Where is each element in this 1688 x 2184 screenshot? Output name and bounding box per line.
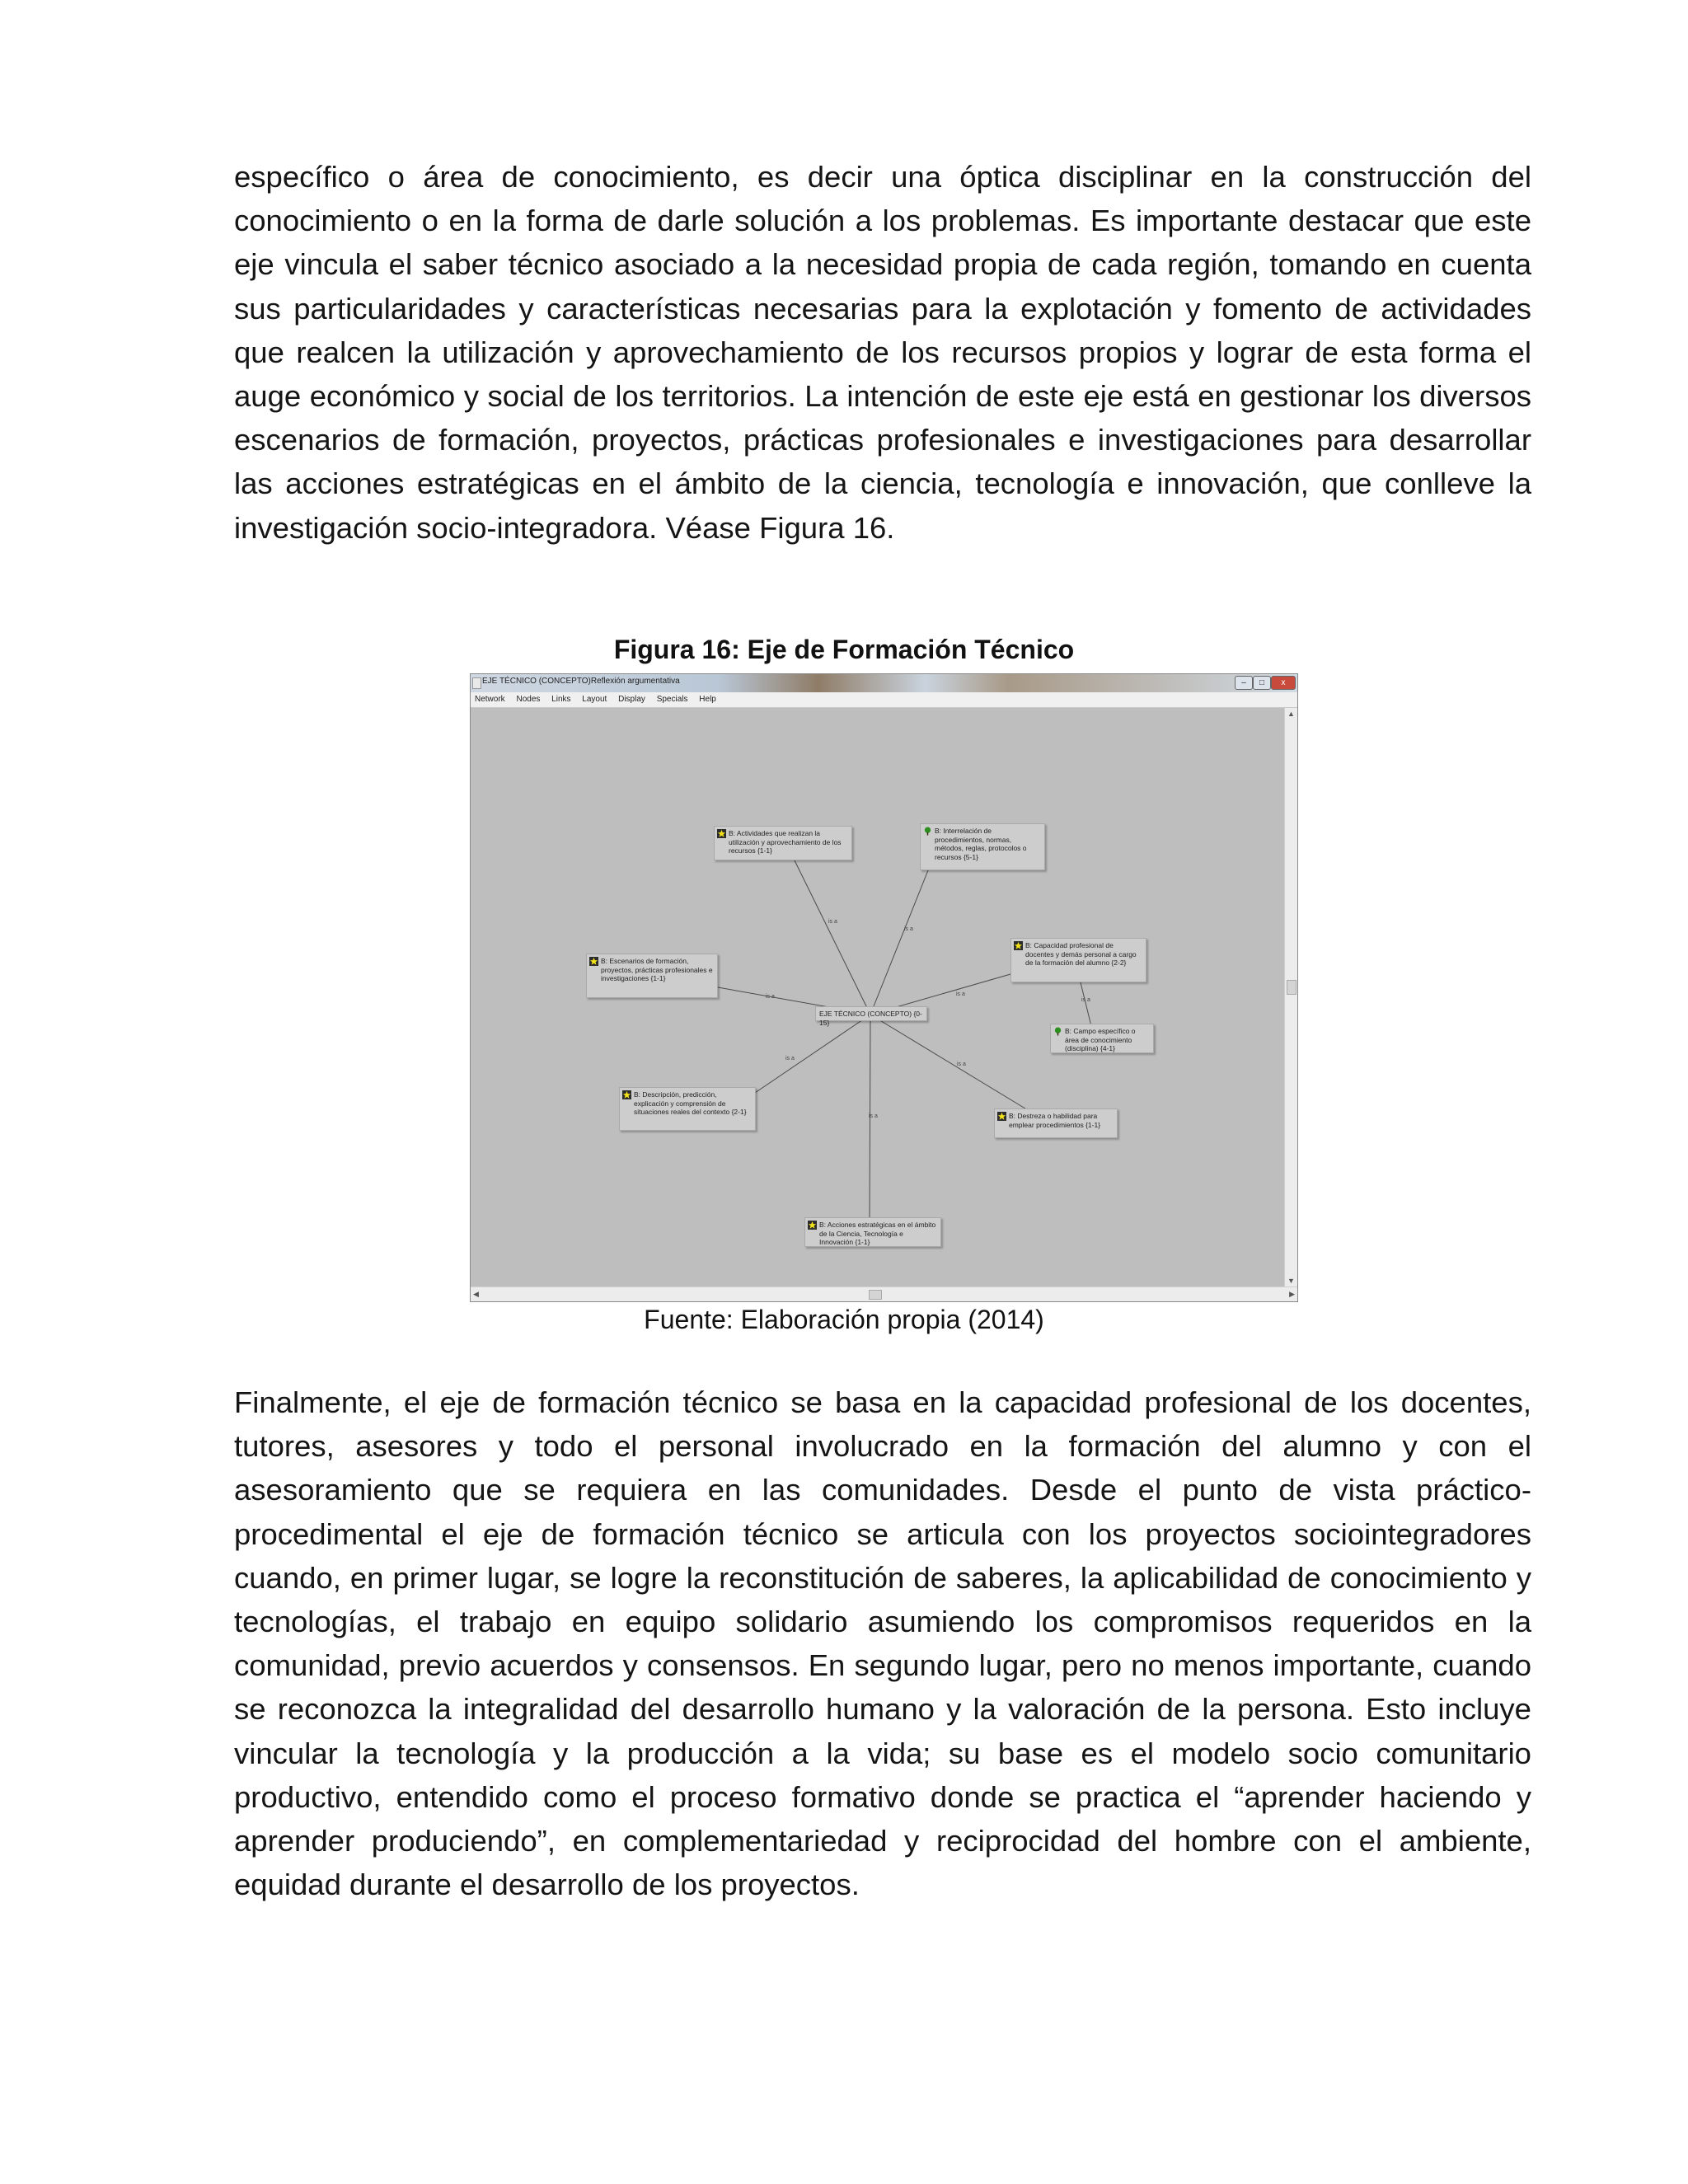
network-node-4[interactable] xyxy=(1010,938,1146,982)
menu-display[interactable]: Display xyxy=(618,695,645,704)
window-title: EJE TÉCNICO (CONCEPTO)Reflexión argumentativa xyxy=(482,677,680,686)
link-label-7: is a xyxy=(957,1062,966,1067)
node-label: B: Descripción, predicción, explicación y comprensión de situaciones reales del contexto {2-1} xyxy=(634,1090,747,1116)
link-line-2 xyxy=(870,870,928,1015)
node-label: B: Destreza o habilidad para emplear procedimientos {1-1} xyxy=(1009,1112,1101,1129)
link-line-1 xyxy=(795,860,870,1015)
link-label-5: is a xyxy=(1081,997,1090,1003)
tree-icon xyxy=(1053,1027,1062,1036)
network-canvas[interactable] xyxy=(471,708,1284,1286)
node-label: B: Escenarios de formación, proyectos, prácticas profesionales e investigaciones {1-1} xyxy=(601,957,713,982)
vertical-scrollbar[interactable] xyxy=(1284,708,1298,1286)
scroll-left-icon[interactable]: ◀ xyxy=(473,1290,479,1298)
scroll-right-icon[interactable]: ▶ xyxy=(1289,1290,1295,1298)
app-icon xyxy=(472,677,481,689)
star-icon xyxy=(997,1112,1006,1121)
menu-nodes[interactable]: Nodes xyxy=(516,695,541,704)
maximize-button[interactable]: □ xyxy=(1253,676,1271,690)
horizontal-scroll-thumb[interactable] xyxy=(869,1290,882,1300)
network-node-5[interactable] xyxy=(1050,1024,1154,1053)
node-label: B: Capacidad profesional de docentes y demás personal a cargo de la formación del alumno {2-2} xyxy=(1025,941,1137,967)
figure-source: Fuente: Elaboración propia (2014) xyxy=(644,1305,1044,1334)
star-icon xyxy=(622,1090,631,1099)
network-node-2[interactable] xyxy=(920,823,1045,870)
node-label: B: Campo específico o área de conocimiento (disciplina) {4-1} xyxy=(1065,1027,1136,1052)
menu-help[interactable]: Help xyxy=(699,695,716,704)
link-label-4: is a xyxy=(956,991,965,997)
node-label: B: Actividades que realizan la utilización y aprovechamiento de los recursos {1-1} xyxy=(729,829,842,855)
menu-specials[interactable]: Specials xyxy=(656,695,688,704)
close-button[interactable]: x xyxy=(1271,676,1296,690)
link-label-8: is a xyxy=(869,1113,878,1119)
scroll-up-icon[interactable]: ▲ xyxy=(1287,710,1295,718)
link-line-7 xyxy=(870,1015,1036,1115)
figure-caption: Figura 16: Eje de Formación Técnico xyxy=(613,635,1075,664)
node-label: B: Interrelación de procedimientos, normas, métodos, reglas, protocolos o recursos {5-1} xyxy=(935,827,1027,861)
link-line-6 xyxy=(755,1015,870,1093)
menu-network[interactable]: Network xyxy=(475,695,505,704)
node-label: B: Acciones estratégicas en el ámbito de la Ciencia, Tecnología e Innovación {1-1} xyxy=(819,1221,936,1246)
tree-icon xyxy=(923,827,932,836)
menu-bar xyxy=(471,692,1297,708)
link-label-2: is a xyxy=(904,926,913,932)
network-node-1[interactable] xyxy=(714,826,852,860)
menu-links[interactable]: Links xyxy=(551,695,571,704)
network-node-8[interactable] xyxy=(804,1217,941,1247)
menu-layout[interactable]: Layout xyxy=(582,695,607,704)
body-paragraph-2: Finalmente, el eje de formación técnico se basa en la capacidad profesional de los docentes, tutores, asesores y todo el personal involucrado en la formación del alumno y con el asesoramiento que se requiera en las comunidades. Desde el punto de vista práctico-procedimental el eje de formación técnico se articula con los proyectos sociointegradores cuando, en primer lugar, se logre la reconstitución de saberes, la aplicabilidad de conocimiento y tecnologías, el trabajo en equipo solidario asumiendo los compromisos requeridos en la comunidad, previo acuerdos y consensos. En segundo lugar, pero no menos importante, cuando se reconozca la integralidad del desarrollo humano y la valoración de la persona. Esto incluye vincular la tecnología y la producción a la vida; su base es el modelo socio comunitario productivo, entendido como el proceso formativo donde se practica el “aprender haciendo y aprender produciendo”, en complementariedad y reciprocidad del hombre con el ambiente, equidad durante el desarrollo de los proyectos. xyxy=(234,1385,1531,1902)
center-node-label: EJE TÉCNICO (CONCEPTO) {0-15} xyxy=(819,1010,922,1027)
star-icon xyxy=(589,957,598,966)
scroll-down-icon[interactable]: ▼ xyxy=(1287,1277,1295,1285)
minimize-button[interactable]: – xyxy=(1235,676,1253,690)
horizontal-scrollbar[interactable] xyxy=(471,1286,1297,1302)
link-label-6: is a xyxy=(785,1056,795,1062)
vertical-scroll-thumb[interactable] xyxy=(1287,980,1296,995)
window-titlebar[interactable] xyxy=(471,674,1297,692)
star-icon xyxy=(717,829,726,838)
body-paragraph-1: específico o área de conocimiento, es decir una óptica disciplinar en la construcción del conocimiento o en la forma de darle solución a los problemas. Es importante destacar que este eje vincula el saber técnico asociado a la necesidad propia de cada región, tomando en cuenta sus particularidades y características necesarias para la explotación y fomento de actividades que realcen la utilización y aprovechamiento de los recursos propios y lograr de esta forma el auge económico y social de los territorios. La intención de este eje está en gestionar los diversos escenarios de formación, proyectos, prácticas profesionales e investigaciones para desarrollar las acciones estratégicas en el ámbito de la ciencia, tecnología e innovación, que conlleve la investigación socio-integradora. Véase Figura 16. xyxy=(234,160,1531,545)
center-node[interactable] xyxy=(815,1006,927,1027)
network-node-6[interactable] xyxy=(619,1087,756,1131)
link-label-3: is a xyxy=(766,994,775,1000)
network-node-7[interactable] xyxy=(994,1108,1118,1138)
link-label-1: is a xyxy=(828,919,837,925)
network-node-3[interactable] xyxy=(586,954,718,998)
star-icon xyxy=(808,1221,817,1230)
network-editor-window xyxy=(470,673,1298,1302)
star-icon xyxy=(1014,941,1023,950)
